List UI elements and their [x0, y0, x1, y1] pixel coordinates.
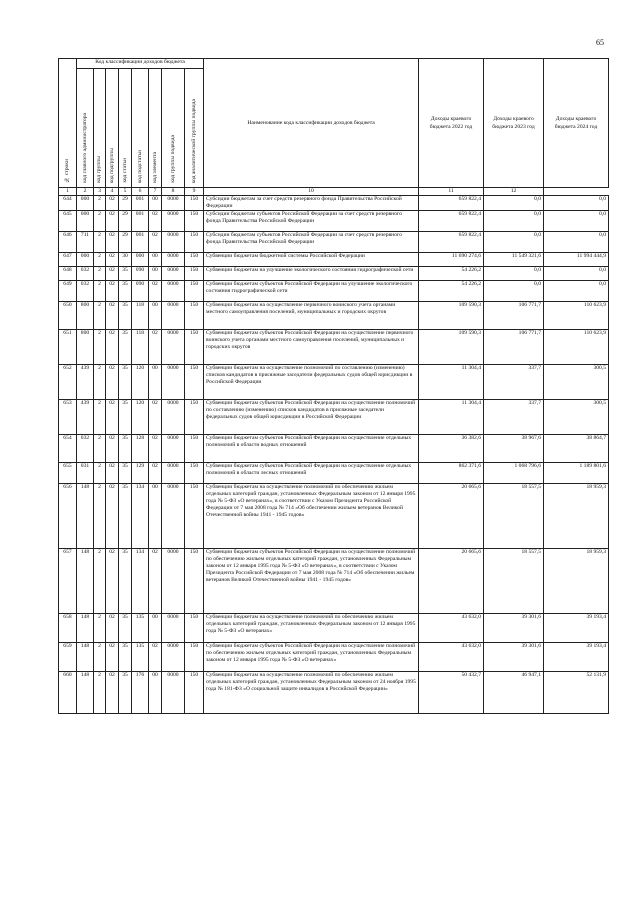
article-code-cell: 35 [119, 614, 132, 643]
article-code-cell: 35 [119, 672, 132, 714]
income-2024-cell: 0,0 [544, 196, 609, 211]
income-2022-cell: 109 590,3 [419, 302, 484, 330]
analytic-group-code-cell: 150 [185, 400, 204, 435]
subtype-group-code-cell: 0000 [162, 365, 185, 400]
income-2023-cell: 11 549 321,6 [484, 253, 544, 267]
group-code-cell: 2 [94, 672, 106, 714]
element-code-cell: 02 [149, 281, 162, 302]
subgroup-code-cell: 02 [106, 484, 119, 549]
group-code-cell: 2 [94, 302, 106, 330]
column-number: 2 [77, 188, 94, 196]
income-2023-cell: 0,0 [484, 267, 544, 281]
income-name-cell: Субвенции бюджетам на осуществление полномочий по составлению (изменению) списков кандидатов в присяжные заседатели федеральных судов общей юрисдикции в Российской Федерации [204, 365, 419, 400]
article-code-cell: 35 [119, 365, 132, 400]
group-code-cell: 2 [94, 232, 106, 253]
column-number-row [59, 188, 609, 196]
income-2023-cell: 106 771,7 [484, 330, 544, 365]
subarticle-code-cell: 128 [132, 435, 149, 463]
subgroup-code-cell: 02 [106, 463, 119, 484]
analytic-group-code-cell: 150 [185, 302, 204, 330]
income-2023-cell: 337,7 [484, 365, 544, 400]
analytic-group-code-cell: 150 [185, 330, 204, 365]
subarticle-code-cell: 134 [132, 549, 149, 614]
group-code-cell: 2 [94, 196, 106, 211]
row-number-cell: 653 [59, 400, 77, 435]
header-article-code: код статьи [119, 69, 132, 188]
analytic-group-code-cell: 150 [185, 232, 204, 253]
table-row [59, 672, 609, 714]
income-name-cell: Субвенции бюджетам субъектов Российской Федерации на улучшение экологического состояния гидрографической сети [204, 281, 419, 302]
subarticle-code-cell: 000 [132, 253, 149, 267]
income-2022-cell: 659 822,4 [419, 232, 484, 253]
admin-code-cell: 148 [77, 484, 94, 549]
income-name-cell: Субвенции бюджетам бюджетной системы Российской Федерации [204, 253, 419, 267]
income-2023-cell: 46 947,1 [484, 672, 544, 714]
income-2022-cell: 659 822,4 [419, 196, 484, 211]
subgroup-code-cell: 02 [106, 253, 119, 267]
row-number-cell: 658 [59, 614, 77, 643]
element-code-cell: 00 [149, 672, 162, 714]
table-row [59, 253, 609, 267]
analytic-group-code-cell: 150 [185, 253, 204, 267]
header-income-2023: Доходы краевого бюджета 2023 год [484, 59, 544, 188]
column-number: 4 [106, 188, 119, 196]
element-code-cell: 02 [149, 211, 162, 232]
article-code-cell: 35 [119, 281, 132, 302]
row-number-cell: 645 [59, 211, 77, 232]
table-row [59, 211, 609, 232]
admin-code-cell: 031 [77, 463, 94, 484]
page-number: 65 [596, 38, 604, 47]
income-2023-cell: 337,7 [484, 400, 544, 435]
income-name-cell: Субвенции бюджетам на осуществление полномочий по обеспечению жильем отдельных категорий граждан, установленных Федеральным законом от 24 ноября 1995 года № 181-ФЗ «О социальной защите инвалидов в Российской Федерации» [204, 672, 419, 714]
table-row [59, 302, 609, 330]
analytic-group-code-cell: 150 [185, 211, 204, 232]
income-2023-cell: 18 557,5 [484, 549, 544, 614]
row-number-cell: 655 [59, 463, 77, 484]
subtype-group-code-cell: 0000 [162, 435, 185, 463]
element-code-cell: 02 [149, 643, 162, 672]
article-code-cell: 29 [119, 232, 132, 253]
subgroup-code-cell: 02 [106, 672, 119, 714]
row-number-cell: 659 [59, 643, 77, 672]
table-row [59, 643, 609, 672]
row-number-cell: 650 [59, 302, 77, 330]
subtype-group-code-cell: 0000 [162, 643, 185, 672]
income-2023-cell: 1 068 796,6 [484, 463, 544, 484]
subgroup-code-cell: 02 [106, 281, 119, 302]
income-2024-cell: 300,5 [544, 365, 609, 400]
analytic-group-code-cell: 150 [185, 267, 204, 281]
income-2024-cell: 110 623,9 [544, 302, 609, 330]
group-code-cell: 2 [94, 267, 106, 281]
article-code-cell: 29 [119, 196, 132, 211]
header-admin-code: код главного администратора [77, 69, 94, 188]
subarticle-code-cell: 001 [132, 232, 149, 253]
column-number: 3 [94, 188, 106, 196]
group-code-cell: 2 [94, 614, 106, 643]
income-2024-cell: 0,0 [544, 232, 609, 253]
group-code-cell: 2 [94, 253, 106, 267]
income-2022-cell: 11 304,4 [419, 365, 484, 400]
group-code-cell: 2 [94, 365, 106, 400]
income-2023-cell: 38 967,6 [484, 435, 544, 463]
row-number-cell: 660 [59, 672, 77, 714]
admin-code-cell: 032 [77, 281, 94, 302]
subarticle-code-cell: 001 [132, 211, 149, 232]
admin-code-cell: 711 [77, 232, 94, 253]
income-2024-cell: 110 623,9 [544, 330, 609, 365]
row-number-cell: 654 [59, 435, 77, 463]
income-2022-cell: 54 226,2 [419, 281, 484, 302]
row-number-cell: 656 [59, 484, 77, 549]
header-subarticle-code: код подстатьи [132, 69, 149, 188]
income-2024-cell: 39 193,4 [544, 643, 609, 672]
subgroup-code-cell: 02 [106, 400, 119, 435]
element-code-cell: 00 [149, 484, 162, 549]
admin-code-cell: 032 [77, 267, 94, 281]
subgroup-code-cell: 02 [106, 302, 119, 330]
article-code-cell: 35 [119, 549, 132, 614]
analytic-group-code-cell: 150 [185, 196, 204, 211]
element-code-cell: 00 [149, 614, 162, 643]
income-2022-cell: 50 432,7 [419, 672, 484, 714]
subgroup-code-cell: 02 [106, 211, 119, 232]
table-row [59, 232, 609, 253]
income-2024-cell: 300,5 [544, 400, 609, 435]
analytic-group-code-cell: 150 [185, 365, 204, 400]
article-code-cell: 35 [119, 330, 132, 365]
header-subtype-group-code: код группы подвида [162, 69, 185, 188]
element-code-cell: 00 [149, 365, 162, 400]
subarticle-code-cell: 118 [132, 302, 149, 330]
admin-code-cell: 439 [77, 400, 94, 435]
element-code-cell: 00 [149, 253, 162, 267]
admin-code-cell: 032 [77, 435, 94, 463]
table-row [59, 365, 609, 400]
admin-code-cell: 000 [77, 196, 94, 211]
column-number: 11 [419, 188, 484, 196]
admin-code-cell: 800 [77, 330, 94, 365]
income-2023-cell: 39 301,6 [484, 614, 544, 643]
group-code-cell: 2 [94, 211, 106, 232]
group-code-cell: 2 [94, 484, 106, 549]
subtype-group-code-cell: 0000 [162, 463, 185, 484]
subarticle-code-cell: 090 [132, 267, 149, 281]
header-code-name: Наименование кода классификации доходов бюджета [204, 59, 419, 188]
income-name-cell: Субвенции бюджетам субъектов Российской Федерации на осуществление полномочий по обеспечению жильем отдельных категорий граждан, установленных Федеральным законом от 12 января 1995 года № 5-ФЗ «О ветеранах» [204, 643, 419, 672]
subarticle-code-cell: 120 [132, 365, 149, 400]
income-name-cell: Субвенции бюджетам субъектов Российской Федерации на осуществление отдельных полномочий в области водных отношений [204, 435, 419, 463]
subgroup-code-cell: 02 [106, 365, 119, 400]
admin-code-cell: 148 [77, 643, 94, 672]
article-code-cell: 35 [119, 267, 132, 281]
article-code-cell: 35 [119, 400, 132, 435]
income-2024-cell: 39 193,4 [544, 614, 609, 643]
table-row [59, 281, 609, 302]
header-group-code: код группы [94, 69, 106, 188]
income-2022-cell: 54 226,2 [419, 267, 484, 281]
income-2022-cell: 862 371,6 [419, 463, 484, 484]
article-code-cell: 29 [119, 211, 132, 232]
subtype-group-code-cell: 0000 [162, 400, 185, 435]
subarticle-code-cell: 176 [132, 672, 149, 714]
income-2024-cell: 18 959,3 [544, 549, 609, 614]
table-row [59, 549, 609, 614]
subarticle-code-cell: 134 [132, 484, 149, 549]
subgroup-code-cell: 02 [106, 614, 119, 643]
column-number: 10 [204, 188, 419, 196]
row-number-cell: 657 [59, 549, 77, 614]
analytic-group-code-cell: 150 [185, 281, 204, 302]
column-number: 8 [162, 188, 185, 196]
column-number: 9 [185, 188, 204, 196]
analytic-group-code-cell: 150 [185, 643, 204, 672]
header-income-2024: Доходы краевого бюджета 2024 год [544, 59, 609, 188]
analytic-group-code-cell: 150 [185, 484, 204, 549]
subarticle-code-cell: 001 [132, 196, 149, 211]
analytic-group-code-cell: 150 [185, 614, 204, 643]
income-2024-cell: 0,0 [544, 211, 609, 232]
subgroup-code-cell: 02 [106, 196, 119, 211]
element-code-cell: 02 [149, 232, 162, 253]
subarticle-code-cell: 118 [132, 330, 149, 365]
article-code-cell: 30 [119, 253, 132, 267]
subarticle-code-cell: 135 [132, 643, 149, 672]
group-code-cell: 2 [94, 643, 106, 672]
income-2024-cell: 11 994 444,9 [544, 253, 609, 267]
header-income-2022: Доходы краевого бюджета 2022 год [419, 59, 484, 188]
analytic-group-code-cell: 150 [185, 463, 204, 484]
table-row [59, 614, 609, 643]
subgroup-code-cell: 02 [106, 643, 119, 672]
income-2023-cell: 18 557,5 [484, 484, 544, 549]
group-code-cell: 2 [94, 435, 106, 463]
element-code-cell: 02 [149, 463, 162, 484]
subarticle-code-cell: 090 [132, 281, 149, 302]
subgroup-code-cell: 02 [106, 549, 119, 614]
table-row [59, 463, 609, 484]
income-2024-cell: 0,0 [544, 267, 609, 281]
income-2023-cell: 0,0 [484, 281, 544, 302]
article-code-cell: 35 [119, 302, 132, 330]
subtype-group-code-cell: 0000 [162, 267, 185, 281]
element-code-cell: 00 [149, 196, 162, 211]
row-number-cell: 648 [59, 267, 77, 281]
admin-code-cell: 800 [77, 302, 94, 330]
income-2022-cell: 43 632,0 [419, 614, 484, 643]
income-name-cell: Субвенции бюджетам на осуществление первичного воинского учета органами местного самоуправления поселений, муниципальных и городских округов [204, 302, 419, 330]
income-name-cell: Субсидии бюджетам субъектов Российской Федерации за счет средств резервного фонда Правительства Российской Федерации [204, 211, 419, 232]
income-2023-cell: 39 301,6 [484, 643, 544, 672]
admin-code-cell: 439 [77, 365, 94, 400]
group-code-cell: 2 [94, 463, 106, 484]
subtype-group-code-cell: 0000 [162, 302, 185, 330]
analytic-group-code-cell: 150 [185, 435, 204, 463]
element-code-cell: 02 [149, 549, 162, 614]
group-code-cell: 2 [94, 400, 106, 435]
column-number: 5 [119, 188, 132, 196]
header-element-code: код элемента [149, 69, 162, 188]
income-2022-cell: 109 590,3 [419, 330, 484, 365]
subtype-group-code-cell: 0000 [162, 196, 185, 211]
admin-code-cell: 148 [77, 672, 94, 714]
income-2024-cell: 18 959,3 [544, 484, 609, 549]
column-number: 6 [132, 188, 149, 196]
income-name-cell: Субвенции бюджетам на осуществление полномочий по обеспечению жильем отдельных категорий граждан, установленных Федеральным законом от 12 января 1995 года № 5-ФЗ «О ветеранах» [204, 614, 419, 643]
row-number-cell: 647 [59, 253, 77, 267]
group-code-cell: 2 [94, 330, 106, 365]
income-name-cell: Субвенции бюджетам субъектов Российской Федерации на осуществление полномочий по обеспечению жильем отдельных категорий граждан, установленных Федеральным законом от 12 января 1995 года № 5-ФЗ «О ветеранах», в соответствии с Указом Президента Российской Федерации от 7 мая 2008 года № 714 «Об обеспечении жильем ветеранов Великой Отечественной войны 1941 - 1945 годов» [204, 549, 419, 614]
subtype-group-code-cell: 0000 [162, 484, 185, 549]
income-2023-cell: 0,0 [484, 211, 544, 232]
table-row [59, 484, 609, 549]
income-name-cell: Субсидии бюджетам субъектов Российской Федерации за счет средств резервного фонда Правительства Российской Федерации [204, 232, 419, 253]
group-code-cell: 2 [94, 549, 106, 614]
income-2022-cell: 11 304,4 [419, 400, 484, 435]
subtype-group-code-cell: 0000 [162, 281, 185, 302]
column-number: 1 [59, 188, 77, 196]
income-name-cell: Субвенции бюджетам на осуществление полномочий по обеспечению жильем отдельных категорий граждан, установленных Федеральным законом от 12 января 1995 года № 5-ФЗ «О ветеранах», в соответствии с Указом Президента Российской Федерации от 7 мая 2008 года № 714 «Об обеспечении жильем ветеранов Великой Отечественной войны 1941 - 1945 годов» [204, 484, 419, 549]
income-2022-cell: 36 382,6 [419, 435, 484, 463]
table-row [59, 435, 609, 463]
income-name-cell: Субсидии бюджетам за счет средств резервного фонда Правительства Российской Федерации [204, 196, 419, 211]
admin-code-cell: 000 [77, 253, 94, 267]
column-number: 12 [484, 188, 544, 196]
subtype-group-code-cell: 0000 [162, 614, 185, 643]
income-2024-cell: 52 131,9 [544, 672, 609, 714]
group-code-cell: 2 [94, 281, 106, 302]
article-code-cell: 35 [119, 463, 132, 484]
admin-code-cell: 148 [77, 614, 94, 643]
header-subgroup-code: код подгруппы [106, 69, 119, 188]
element-code-cell: 02 [149, 330, 162, 365]
row-number-cell: 644 [59, 196, 77, 211]
table-row [59, 196, 609, 211]
income-2022-cell: 20 665,6 [419, 484, 484, 549]
element-code-cell: 02 [149, 400, 162, 435]
subgroup-code-cell: 02 [106, 267, 119, 281]
analytic-group-code-cell: 150 [185, 672, 204, 714]
admin-code-cell: 000 [77, 211, 94, 232]
admin-code-cell: 148 [77, 549, 94, 614]
column-number: 7 [149, 188, 162, 196]
income-name-cell: Субвенции бюджетам субъектов Российской Федерации на осуществление полномочий по составлению (изменению) списков кандидатов в присяжные заседатели федеральных судов общей юрисдикции в Российской Федерации [204, 400, 419, 435]
subtype-group-code-cell: 0000 [162, 253, 185, 267]
subgroup-code-cell: 02 [106, 232, 119, 253]
table-row [59, 330, 609, 365]
income-2023-cell: 0,0 [484, 196, 544, 211]
header-analytic-group-code: код аналитической группы подвида [185, 69, 204, 188]
subtype-group-code-cell: 0000 [162, 211, 185, 232]
income-2022-cell: 20 665,6 [419, 549, 484, 614]
header-row-number: № строки [59, 59, 77, 188]
header-classification-group: Код классификации доходов бюджета [77, 59, 204, 69]
subarticle-code-cell: 120 [132, 400, 149, 435]
element-code-cell: 02 [149, 435, 162, 463]
row-number-cell: 646 [59, 232, 77, 253]
income-2023-cell: 106 771,7 [484, 302, 544, 330]
income-2024-cell: 0,0 [544, 281, 609, 302]
row-number-cell: 652 [59, 365, 77, 400]
table-row [59, 267, 609, 281]
budget-income-table [58, 58, 609, 714]
subtype-group-code-cell: 0000 [162, 672, 185, 714]
income-name-cell: Субвенции бюджетам на улучшение экологического состояния гидрографической сети [204, 267, 419, 281]
income-2023-cell: 0,0 [484, 232, 544, 253]
subgroup-code-cell: 02 [106, 330, 119, 365]
element-code-cell: 00 [149, 267, 162, 281]
subtype-group-code-cell: 0000 [162, 330, 185, 365]
subarticle-code-cell: 129 [132, 463, 149, 484]
article-code-cell: 35 [119, 643, 132, 672]
subtype-group-code-cell: 0000 [162, 232, 185, 253]
subgroup-code-cell: 02 [106, 435, 119, 463]
subarticle-code-cell: 135 [132, 614, 149, 643]
income-name-cell: Субвенции бюджетам субъектов Российской Федерации на осуществление отдельных полномочий в области лесных отношений [204, 463, 419, 484]
income-name-cell: Субвенции бюджетам субъектов Российской Федерации на осуществление первичного воинского учета органами местного самоуправления поселений, муниципальных и городских округов [204, 330, 419, 365]
article-code-cell: 35 [119, 435, 132, 463]
row-number-cell: 651 [59, 330, 77, 365]
subtype-group-code-cell: 0000 [162, 549, 185, 614]
article-code-cell: 35 [119, 484, 132, 549]
row-number-cell: 649 [59, 281, 77, 302]
income-2022-cell: 43 632,0 [419, 643, 484, 672]
income-2022-cell: 11 690 274,6 [419, 253, 484, 267]
table-row [59, 400, 609, 435]
income-2024-cell: 38 864,7 [544, 435, 609, 463]
income-2022-cell: 659 822,4 [419, 211, 484, 232]
income-2024-cell: 1 189 801,6 [544, 463, 609, 484]
analytic-group-code-cell: 150 [185, 549, 204, 614]
element-code-cell: 00 [149, 302, 162, 330]
